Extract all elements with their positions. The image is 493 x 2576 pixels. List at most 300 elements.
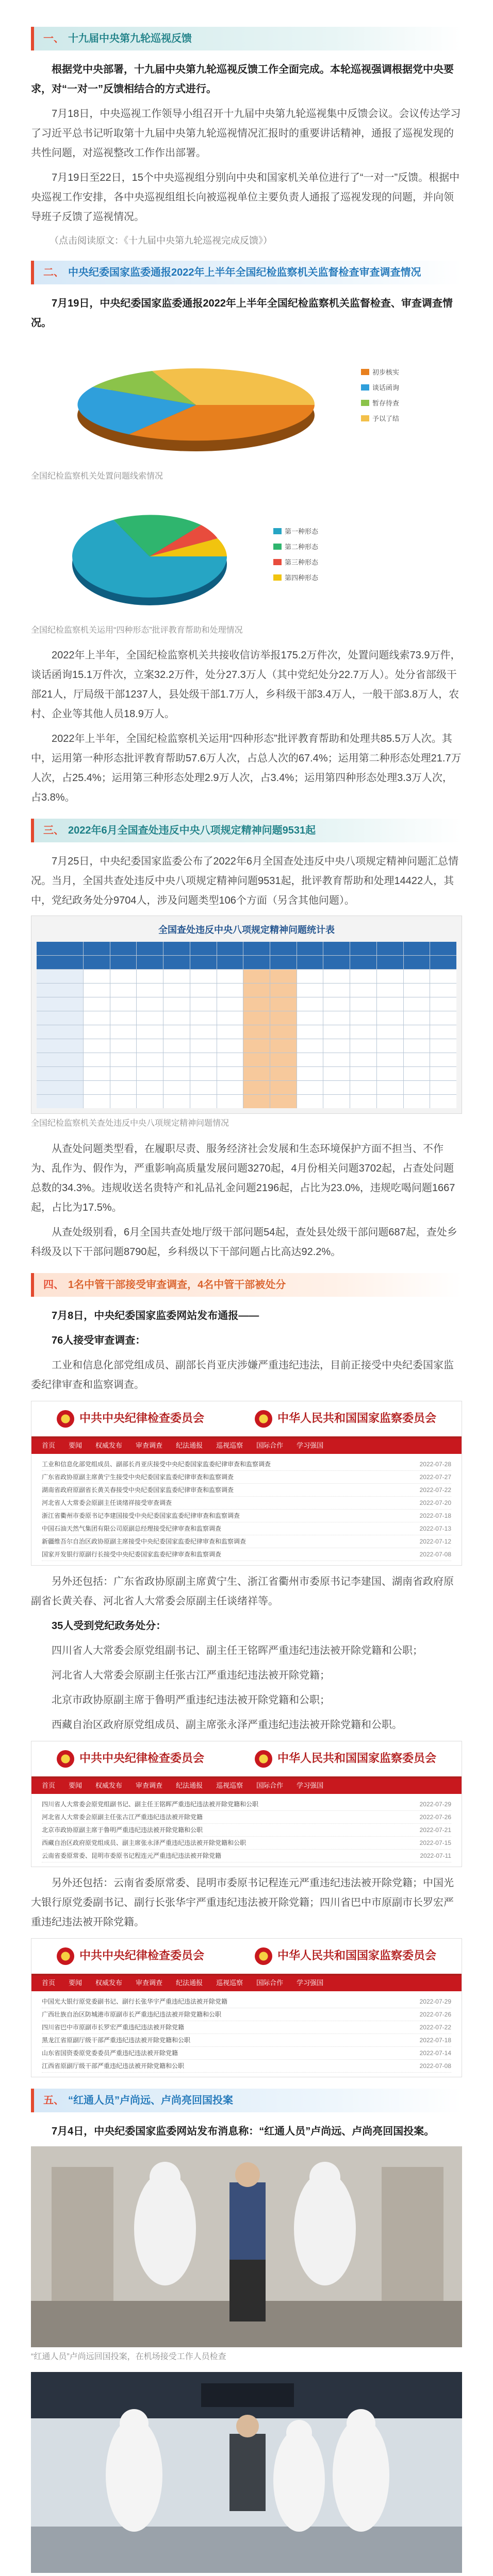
table-cell: [350, 984, 376, 997]
party-emblem-icon: [57, 1410, 74, 1428]
figure-caption: 全国纪检监察机关查处违反中央八项规定精神问题情况: [31, 1119, 229, 1128]
table-cell: [430, 1067, 456, 1080]
table-cell: [430, 1095, 456, 1108]
table-cell: [163, 1095, 190, 1108]
nav-item[interactable]: 纪法通报: [176, 1442, 203, 1450]
section-number: 五、: [43, 2094, 64, 2106]
nav-item[interactable]: 权威发布: [95, 1442, 123, 1450]
table-cell: [84, 970, 110, 983]
nav-item[interactable]: 审查调查: [136, 1979, 163, 1987]
table-cell: [323, 984, 350, 997]
paragraph: 另外还包括：广东省政协原副主席黄宁生、浙江省衢州市委原书记李建国、湖南省政府原副省长黄关春、河北省人大常委会原副主任谈绪祥等。: [31, 1575, 454, 1607]
news-date: 2022-07-11: [420, 1852, 451, 1859]
table-cell: [270, 1095, 297, 1108]
table-cell: [37, 1011, 83, 1025]
table-cell: [270, 1081, 297, 1094]
table-cell: [297, 1039, 323, 1053]
nav-item[interactable]: 首页: [42, 1979, 56, 1987]
table-cell: [190, 970, 217, 983]
section-1-banner: [31, 27, 462, 50]
table-cell: [137, 997, 163, 1011]
pie-chart-3d: [31, 492, 462, 621]
table-cell: [404, 956, 430, 969]
table-cell: [377, 984, 403, 997]
table-cell: [377, 1039, 403, 1053]
table-cell: [243, 997, 270, 1011]
nav-item[interactable]: 要闻: [69, 1782, 83, 1790]
paragraph: 2022年上半年，全国纪检监察机关运用“四种形态”批评教育帮助和处理共85.5万人次。其中，运用第一种形态批评教育帮助57.6万人次，占总人次的67.4%；运用第二种形态处理21.7万人次，占25.4%；运用第三种形态处理2.9万人次，占3.4%；运用第四种形态处理3.3万人次，占3.8%。: [31, 733, 462, 803]
table-cell: [37, 1081, 83, 1094]
website-header: 中共中央纪律检查委员会 中华人民共和国国家监察委员会: [31, 1939, 462, 1976]
news-title: 中国石油天然气集团有限公司原副总经理接受纪律审查和监察调查: [42, 1524, 222, 1532]
table-cell: [217, 1067, 243, 1080]
table-cell: [350, 1025, 376, 1039]
svg-text:第二种形态: 第二种形态: [285, 543, 319, 551]
section-title: 1名中管干部接受审查调查，4名中管干部被处分: [68, 1279, 286, 1291]
table-cell: [37, 956, 83, 969]
nav-item[interactable]: 纪法通报: [176, 1782, 203, 1790]
table-cell: [110, 1081, 137, 1094]
paragraph: 西藏自治区政府原党组成员、副主席张永泽严重违纪违法被开除党籍和公职。: [52, 1719, 402, 1731]
table-cell: [37, 970, 83, 983]
table-cell: [137, 1039, 163, 1053]
table-cell: [84, 997, 110, 1011]
table-cell: [217, 1025, 243, 1039]
table-cell: [243, 1081, 270, 1094]
news-item[interactable]: [42, 1811, 451, 1824]
news-title: 广西壮族自治区防城港市原副市长严重违纪违法被开除党籍和公职: [42, 2010, 222, 2018]
paragraph: 从查处级别看，6月全国共查处地厅级干部问题54起，查处县处级干部问题687起，查处乡科级及以下干部问题8790起，乡科级以下干部问题占比高达92.2%。: [31, 1226, 457, 1258]
table-cell: [190, 956, 217, 969]
table-cell: [270, 970, 297, 983]
table-cell: [323, 997, 350, 1011]
table-cell: [163, 942, 190, 955]
news-item[interactable]: [42, 1850, 451, 1862]
table-cell: [323, 1081, 350, 1094]
nav-item[interactable]: 国际合作: [256, 1782, 284, 1790]
table-cell: [377, 1011, 403, 1025]
nav-item[interactable]: 首页: [42, 1782, 56, 1790]
table-cell: [217, 942, 243, 955]
table-cell: [163, 1053, 190, 1066]
table-cell: [404, 1095, 430, 1108]
news-date: 2022-07-21: [419, 1826, 451, 1834]
website-screenshot-3: [31, 1938, 462, 2077]
section-title: 2022年6月全国查处违反中央八项规定精神问题9531起: [68, 824, 316, 836]
table-cell: [323, 1011, 350, 1025]
website-screenshot-2: [31, 1741, 462, 1867]
table-cell: [84, 1081, 110, 1094]
news-item[interactable]: [42, 1484, 451, 1497]
section-title: 中央纪委国家监委通报2022年上半年全国纪检监察机关监督检查审查调查情况: [68, 267, 421, 279]
figure-caption: 全国纪检监察机关运用“四种形态”批评教育帮助和处理情况: [31, 625, 243, 635]
table-cell: [350, 1095, 376, 1108]
table-cell: [243, 956, 270, 969]
statistics-table-image: [31, 916, 462, 1114]
table-cell: [137, 1053, 163, 1066]
table-cell: [377, 1067, 403, 1080]
table-cell: [163, 1025, 190, 1039]
news-title: 西藏自治区政府原党组成员、副主席张永泽严重违纪违法被开除党籍和公职: [42, 1839, 247, 1846]
subheading: 76人接受审查调查：: [52, 1334, 146, 1346]
table-cell: [137, 984, 163, 997]
legend-label: 初步核实: [372, 368, 400, 377]
table-cell: [163, 984, 190, 997]
table-cell: [190, 1025, 217, 1039]
nav-item[interactable]: 学习强国: [297, 1442, 324, 1450]
legend-label: 谈话函询: [372, 384, 400, 392]
table-cell: [270, 997, 297, 1011]
legend-label: 予以了结: [372, 415, 400, 423]
table-cell: [323, 1095, 350, 1108]
table-cell: [137, 942, 163, 955]
table-cell: [350, 970, 376, 983]
clue-disposal-chart: [31, 338, 462, 467]
website-header: 中共中央纪律检查委员会 中华人民共和国国家监察委员会: [31, 1401, 462, 1438]
table-cell: [377, 1095, 403, 1108]
nav-item[interactable]: 要闻: [69, 1442, 83, 1450]
nav-item[interactable]: 国际合作: [256, 1442, 284, 1450]
table-cell: [217, 1095, 243, 1108]
party-emblem-icon: [57, 1750, 74, 1768]
table-cell: [270, 956, 297, 969]
table-cell: [377, 1053, 403, 1066]
table-cell: [350, 1011, 376, 1025]
table-cell: [297, 997, 323, 1011]
paragraph: 7月25日，中央纪委国家监委公布了2022年6月全国查处违反中央八项规定精神问题汇总情况。当月，全国共查处违反中央八项规定精神问题9531起，批评教育帮助和处理14422人，其中，党纪政务处分9704人，涉及问题类型106个方面（另含其他问题）。: [31, 855, 458, 906]
section-2-banner: [31, 261, 462, 284]
news-date: 2022-07-22: [419, 2023, 451, 2031]
table-cell: [110, 956, 137, 969]
table-cell: [297, 1053, 323, 1066]
news-title: 浙江省衢州市委原书记李建国接受中央纪委国家监委纪律审查和监察调查: [42, 1512, 240, 1519]
svg-text:第四种形态: 第四种形态: [285, 573, 319, 582]
table-cell: [190, 1095, 217, 1108]
table-cell: [323, 970, 350, 983]
news-date: 2022-07-29: [419, 1997, 451, 2005]
news-item[interactable]: [42, 1471, 451, 1484]
table-cell: [243, 970, 270, 983]
section-5-banner: [31, 2089, 462, 2112]
table-cell: [137, 970, 163, 983]
news-item[interactable]: [42, 1522, 451, 1535]
section-3-banner: [31, 819, 462, 842]
table-cell: [37, 1039, 83, 1053]
table-cell: [270, 984, 297, 997]
table-cell: [84, 1025, 110, 1039]
table-cell: [430, 1053, 456, 1066]
section-title: 十九届中央第九轮巡视反馈: [68, 33, 192, 44]
table-cell: [190, 1039, 217, 1053]
table-cell: [190, 942, 217, 955]
table-cell: [243, 1095, 270, 1108]
table-cell: [323, 942, 350, 955]
table-cell: [243, 984, 270, 997]
nav-item[interactable]: 要闻: [69, 1979, 83, 1987]
legend-label: 暂存待查: [372, 399, 400, 408]
table-cell: [217, 1039, 243, 1053]
news-date: 2022-07-22: [419, 1486, 451, 1494]
table-cell: [110, 970, 137, 983]
news-item[interactable]: [42, 1497, 451, 1510]
table-cell: [110, 1025, 137, 1039]
table-cell: [84, 942, 110, 955]
paragraph: 从查处问题类型看，在履职尽责、服务经济社会发展和生态环境保护方面不担当、不作为、乱作为、假作为，严重影响高质量发展问题3270起，4月份相关问题3702起，占查处问题总数的34.3%。违规收送名贵特产和礼品礼金问题2196起，占比为23.0%，违规吃喝问题1667起，占比为17.5%。: [31, 1143, 455, 1213]
table-cell: [163, 970, 190, 983]
news-title: 四川省巴中市原副市长罗宏严重违纪违法被开除党籍: [42, 2023, 185, 2031]
table-cell: [404, 942, 430, 955]
table-cell: [377, 942, 403, 955]
table-cell: [190, 997, 217, 1011]
nav-item[interactable]: 纪法通报: [176, 1979, 203, 1987]
table-cell: [404, 1053, 430, 1066]
paragraph: 2022年上半年，全国纪检监察机关共接收信访举报175.2万件次，处置问题线索73.9万件，谈话函询15.1万件次，立案32.2万件，处分27.3万人（其中党纪处分22.7万人）。处分省部级干部21人，厅局级干部1237人，县处级干部1.7万人，乡科级干部3.4万人，一般干部3.8万人，农村、企业等其他人员18.9万人。: [31, 649, 461, 720]
table-cell: [217, 1053, 243, 1066]
table-cell: [163, 1011, 190, 1025]
table-cell: [323, 1039, 350, 1053]
table-cell: [270, 1011, 297, 1025]
table-cell: [110, 984, 137, 997]
legend: [273, 528, 319, 582]
table-cell: [430, 956, 456, 969]
table-cell: [84, 956, 110, 969]
paragraph: 7月19日，中央纪委国家监委通报2022年上半年全国纪检监察机关监督检查、审查调查情况。: [31, 298, 453, 329]
table-cell: [270, 1053, 297, 1066]
paragraph: 北京市政协原副主席于鲁明严重违纪违法被开除党籍和公职；: [52, 1694, 330, 1706]
table-cell: [110, 1067, 137, 1080]
table-title: 全国查处违反中央八项规定精神问题统计表: [158, 924, 335, 935]
table-cell: [190, 1067, 217, 1080]
news-date: 2022-07-08: [419, 2062, 451, 2070]
table-cell: [323, 1025, 350, 1039]
news-item[interactable]: [42, 1824, 451, 1837]
table-cell: [297, 984, 323, 997]
section-number: 二、: [43, 267, 64, 279]
table-cell: [350, 1039, 376, 1053]
four-forms-chart: [31, 492, 462, 621]
nav-item[interactable]: 权威发布: [95, 1979, 123, 1987]
paragraph: 河北省人大常委会原副主任张古江严重违纪违法被开除党籍；: [52, 1669, 330, 1681]
news-date: 2022-07-20: [419, 1499, 451, 1506]
news-date: 2022-07-29: [419, 1800, 451, 1808]
nav-item[interactable]: 巡视巡察: [216, 1782, 243, 1790]
nav-item[interactable]: 审查调查: [136, 1782, 163, 1790]
table-cell: [404, 1039, 430, 1053]
news-date: 2022-07-12: [419, 1537, 451, 1545]
table-cell: [84, 1011, 110, 1025]
news-list: [31, 1794, 462, 1867]
table-cell: [404, 1081, 430, 1094]
table-cell: [430, 1025, 456, 1039]
table-cell: [297, 956, 323, 969]
nav-item[interactable]: 学习强国: [297, 1979, 324, 1987]
news-title: 新疆维吾尔自治区政协原副主席接受中央纪委国家监委纪律审查和监察调查: [42, 1537, 247, 1545]
table-cell: [350, 956, 376, 969]
table-cell: [377, 997, 403, 1011]
statistics-grid: [37, 942, 456, 1108]
table-cell: [297, 1025, 323, 1039]
table-cell: [297, 970, 323, 983]
figure-caption: “红通人员”卢尚远回国投案，在机场接受工作人员检查: [31, 2352, 226, 2361]
table-cell: [404, 984, 430, 997]
table-cell: [350, 997, 376, 1011]
table-cell: [350, 942, 376, 955]
table-cell: [84, 1095, 110, 1108]
news-date: 2022-07-08: [419, 1550, 451, 1558]
table-cell: [430, 942, 456, 955]
table-cell: [404, 970, 430, 983]
news-item[interactable]: [42, 1548, 451, 1561]
table-cell: [270, 942, 297, 955]
table-cell: [190, 1011, 217, 1025]
table-cell: [243, 942, 270, 955]
table-cell: [323, 1053, 350, 1066]
news-item[interactable]: [42, 1837, 451, 1850]
table-cell: [110, 1039, 137, 1053]
nav-item[interactable]: 权威发布: [95, 1782, 123, 1790]
section-number: 三、: [43, 824, 64, 836]
news-title: 广东省政协原副主席黄宁生接受中央纪委国家监委纪律审查和监察调查: [42, 1473, 234, 1481]
news-date: 2022-07-27: [419, 1473, 451, 1481]
news-item[interactable]: [42, 1798, 451, 1811]
news-date: 2022-07-26: [419, 1813, 451, 1821]
table-cell: [37, 997, 83, 1011]
table-cell: [137, 956, 163, 969]
news-date: 2022-07-13: [419, 1524, 451, 1532]
table-cell: [430, 970, 456, 983]
table-cell: [323, 1067, 350, 1080]
table-cell: [243, 1067, 270, 1080]
news-item[interactable]: [42, 1535, 451, 1548]
airport-photo-2: [31, 2372, 462, 2573]
news-item[interactable]: [42, 2034, 451, 2047]
table-cell: [137, 1081, 163, 1094]
news-title: 云南省委原常委、昆明市委原书记程连元严重违纪违法被开除党籍: [42, 1852, 222, 1859]
news-item[interactable]: [42, 1458, 451, 1471]
table-cell: [243, 1039, 270, 1053]
table-cell: [37, 942, 83, 955]
table-cell: [217, 1011, 243, 1025]
nav-item[interactable]: 巡视巡察: [216, 1442, 243, 1450]
nav-item[interactable]: 巡视巡察: [216, 1979, 243, 1987]
table-cell: [404, 997, 430, 1011]
news-item[interactable]: [42, 1995, 451, 2008]
website-header: 中共中央纪律检查委员会 中华人民共和国国家监察委员会: [31, 1741, 462, 1778]
figure-caption: 全国纪检监察机关处置问题线索情况: [31, 472, 163, 481]
table-cell: [163, 1039, 190, 1053]
section-title: “红通人员”卢尚远、卢尚亮回国投案: [68, 2094, 233, 2106]
news-item[interactable]: [42, 2047, 451, 2060]
news-title: 黑龙江省原副厅级干部严重违纪违法被开除党籍和公职: [42, 2036, 191, 2044]
table-cell: [297, 942, 323, 955]
table-cell: [350, 1081, 376, 1094]
table-cell: [217, 984, 243, 997]
news-title: 河北省人大常委会原副主任谈绪祥接受审查调查: [42, 1499, 172, 1506]
table-cell: [217, 956, 243, 969]
svg-text:第三种形态: 第三种形态: [285, 558, 319, 566]
table-cell: [110, 942, 137, 955]
legend: [361, 368, 399, 422]
nav-item[interactable]: 审查调查: [136, 1442, 163, 1450]
nav-item[interactable]: 首页: [42, 1442, 56, 1450]
paragraph: 工业和信息化部党组成员、副部长肖亚庆涉嫌严重违纪违法，目前正接受中央纪委国家监委纪律审查和监察调查。: [31, 1359, 454, 1391]
table-cell: [163, 956, 190, 969]
table-cell: [430, 984, 456, 997]
section-4-banner: [31, 1273, 462, 1297]
nav-item[interactable]: 学习强国: [297, 1782, 324, 1790]
table-cell: [323, 956, 350, 969]
table-cell: [110, 997, 137, 1011]
table-cell: [110, 1095, 137, 1108]
news-item[interactable]: [42, 2021, 451, 2034]
news-title: 四川省人大常委会原党组副书记、副主任王铭晖严重违纪违法被开除党籍和公职: [42, 1800, 259, 1808]
news-date: 2022-07-15: [419, 1839, 451, 1846]
table-cell: [297, 1011, 323, 1025]
table-cell: [377, 956, 403, 969]
table-cell: [110, 1011, 137, 1025]
table-cell: [297, 1095, 323, 1108]
national-emblem-icon: [255, 1410, 272, 1428]
table-cell: [217, 997, 243, 1011]
news-title: 中国光大银行原党委副书记、副行长张华宇严重违纪违法被开除党籍: [42, 1997, 228, 2005]
table-cell: [137, 1095, 163, 1108]
table-cell: [190, 984, 217, 997]
news-item[interactable]: [42, 2008, 451, 2021]
table-cell: [190, 1053, 217, 1066]
news-title: 国家开发银行原副行长接受中央纪委国家监委纪律审查和监察调查: [42, 1550, 222, 1558]
table-cell: [217, 1081, 243, 1094]
news-date: 2022-07-18: [419, 2036, 451, 2044]
table-cell: [84, 1039, 110, 1053]
table-cell: [243, 1011, 270, 1025]
table-cell: [350, 1067, 376, 1080]
table-cell: [110, 1053, 137, 1066]
table-cell: [84, 984, 110, 997]
table-cell: [37, 1053, 83, 1066]
table-cell: [404, 1067, 430, 1080]
table-cell: [243, 1053, 270, 1066]
paragraph: 7月19日至22日，15个中央巡视组分别向中央和国家机关单位进行了“一对一”反馈。根据中央巡视工作安排，各中央巡视组组长向被巡视单位主要负责人通报了巡视发现的问题，并向领导班子反馈了巡视情况。: [31, 172, 460, 223]
website-screenshot-1: [31, 1401, 462, 1566]
news-title: 江西省原副厅级干部严重违纪违法被开除党籍和公职: [42, 2062, 185, 2070]
nav-item[interactable]: 国际合作: [256, 1979, 284, 1987]
news-item[interactable]: [42, 2060, 451, 2073]
news-title: 北京市政协原副主席于鲁明严重违纪违法被开除党籍和公职: [42, 1826, 203, 1834]
website-nav: [31, 1438, 462, 1454]
news-list: [31, 1454, 462, 1565]
news-title: 河北省人大常委会原副主任张古江严重违纪违法被开除党籍: [42, 1813, 203, 1821]
table-cell: [404, 1025, 430, 1039]
table-cell: [430, 1081, 456, 1094]
national-emblem-icon: [255, 1750, 272, 1768]
section-number: 一、: [43, 33, 64, 44]
table-cell: [377, 1081, 403, 1094]
website-nav: [31, 1976, 462, 1991]
paragraph: 另外还包括：云南省委原常委、昆明市委原书记程连元严重违纪违法被开除党籍；中国光大银行原党委副书记、副行长张华宇严重违纪违法被开除党籍；四川省巴中市原副市长罗宏严重违纪违法被开除党籍。: [31, 1877, 454, 1928]
party-emblem-icon: [57, 1947, 74, 1965]
table-cell: [37, 1067, 83, 1080]
section-number: 四、: [43, 1279, 64, 1291]
news-title: 湖南省政府原副省长黄关春接受中央纪委国家监委纪律审查和监察调查: [42, 1486, 234, 1494]
news-item[interactable]: [42, 1510, 451, 1522]
table-cell: [137, 1025, 163, 1039]
website-nav: [31, 1778, 462, 1794]
table-cell: [37, 1095, 83, 1108]
table-cell: [84, 1067, 110, 1080]
read-original-link[interactable]: （点击阅读原文：《十九届中央第九轮巡视完成反馈》）: [50, 235, 272, 246]
table-cell: [350, 1053, 376, 1066]
table-cell: [37, 984, 83, 997]
